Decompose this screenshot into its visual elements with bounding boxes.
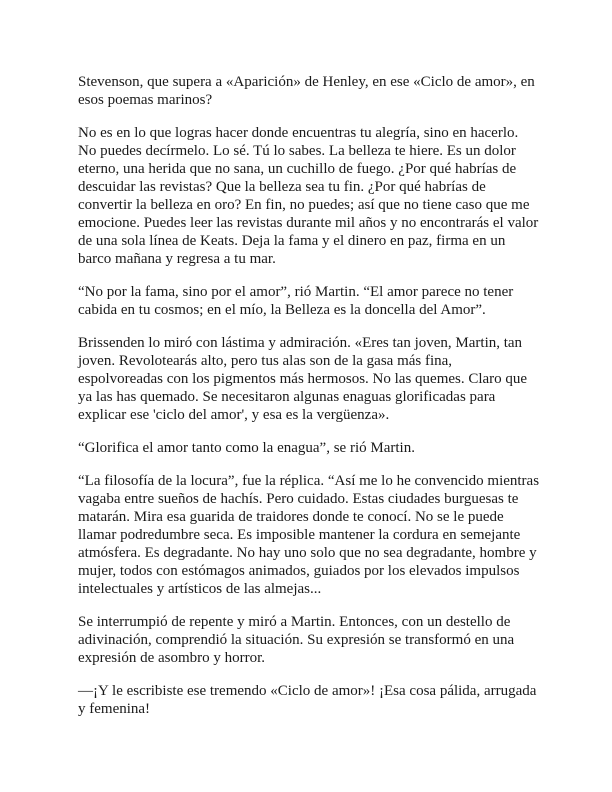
paragraph-8: —¡Y le escribiste ese tremendo «Ciclo de amor»! ¡Esa cosa pálida, arrugada y femenina! xyxy=(78,683,537,717)
paragraph-3: “No por la fama, sino por el amor”, rió Martin. “El amor parece no tener cabida en tu cosmos; en el mío, la Belleza es la doncella del Amor”. xyxy=(78,284,514,318)
paragraph-5: “Glorifica el amor tanto como la enagua”, se rió Martin. xyxy=(78,440,415,456)
paragraph-6: “La filosofía de la locura”, fue la réplica. “Así me lo he convencido mientras vagaba entre sueños de hachís. Pero cuidado. Estas ciudades burguesas te matarán. Mira esa guarida de traidores donde te conocí. No se le puede llamar podredumbre seca. Es imposible mantener la cordura en semejante atmósfera. Es degradante. No hay uno solo que no sea degradante, hombre y mujer, todos con estómagos animados, guiados por los elevados impulsos intelectuales y artísticos de las almejas... xyxy=(78,473,540,597)
paragraph-7: Se interrumpió de repente y miró a Martin. Entonces, con un destello de adivinación, comprendió la situación. Su expresión se transformó en una expresión de asombro y horror. xyxy=(78,614,515,666)
paragraph-2: No es en lo que logras hacer donde encuentras tu alegría, sino en hacerlo. No puedes decírmelo. Lo sé. Tú lo sabes. La belleza te hiere. Es un dolor eterno, una herida que no sana, un cuchillo de fuego. ¿Por qué habrías de descuidar las revistas? Que la belleza sea tu fin. ¿Por qué habrías de convertir la belleza en oro? En fin, no puedes; así que no tiene caso que me emocione. Puedes leer las revistas durante mil años y no encontrarás el valor de una sola línea de Keats. Deja la fama y el dinero en paz, firma en un barco mañana y regresa a tu mar. xyxy=(78,125,539,267)
paragraph-4: Brissenden lo miró con lástima y admiración. «Eres tan joven, Martin, tan joven. Revolotearás alto, pero tus alas son de la gasa más fina, espolvoreadas con los pigmentos más hermosos. No las quemes. Claro que ya las has quemado. Se necesitaron algunas enaguas glorificadas para explicar ese 'ciclo del amor', y esa es la vergüenza». xyxy=(78,335,528,423)
document-page xyxy=(78,73,540,733)
paragraph-1: Stevenson, que supera a «Aparición» de Henley, en ese «Ciclo de amor», en esos poemas marinos? xyxy=(78,74,535,108)
